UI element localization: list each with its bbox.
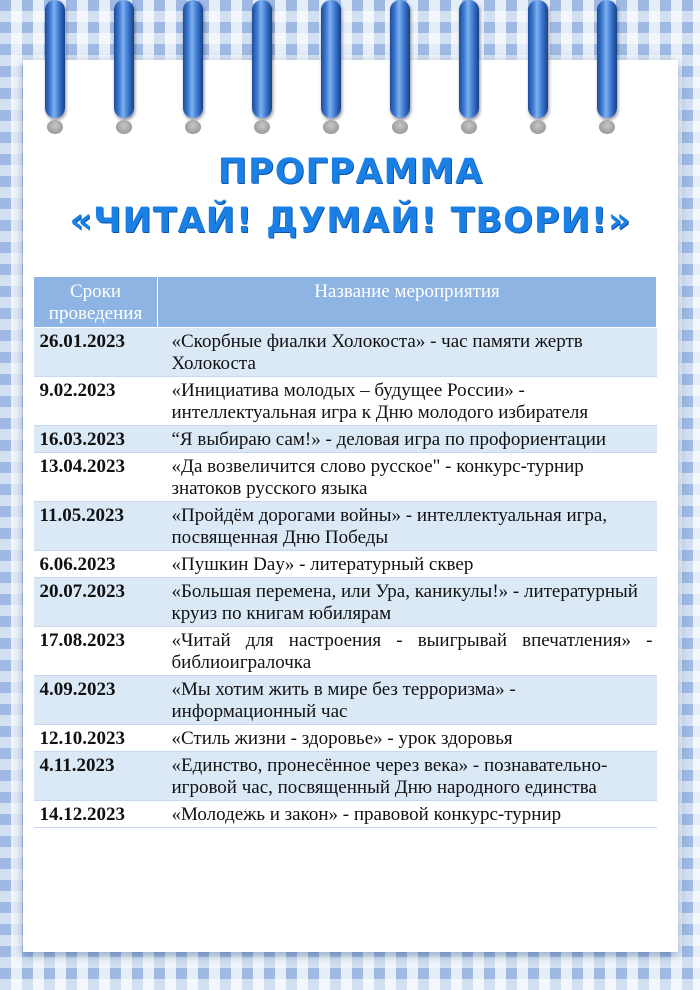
- event-date: 13.04.2023: [34, 453, 158, 502]
- event-date: 14.12.2023: [34, 801, 158, 828]
- event-date: 4.09.2023: [34, 676, 158, 725]
- event-date: 20.07.2023: [34, 578, 158, 627]
- event-title: «Скорбные фиалки Холокоста» - час памяти жертв Холокоста: [158, 328, 657, 377]
- spiral-ring: [45, 0, 65, 118]
- table-row: [34, 377, 657, 426]
- event-date: 9.02.2023: [34, 377, 158, 426]
- table-row: [34, 328, 657, 377]
- event-title: «Инициатива молодых – будущее России» - интеллектуальная игра к Дню молодого избирателя: [158, 377, 657, 426]
- event-date: 17.08.2023: [34, 627, 158, 676]
- table-row: [34, 551, 657, 578]
- spiral-ring: [321, 0, 341, 118]
- spiral-binding: [23, 0, 678, 135]
- event-date: 11.05.2023: [34, 502, 158, 551]
- spiral-ring: [183, 0, 203, 118]
- spiral-ring: [114, 0, 134, 118]
- spiral-ring: [390, 0, 410, 118]
- table-row: [34, 426, 657, 453]
- table-row: [34, 453, 657, 502]
- page-title: [23, 148, 678, 246]
- event-title: «Пройдём дорогами войны» - интеллектуальная игра, посвященная Дню Победы: [158, 502, 657, 551]
- event-date: 16.03.2023: [34, 426, 158, 453]
- spiral-ring: [459, 0, 479, 118]
- event-date: 12.10.2023: [34, 725, 158, 752]
- event-title: «Мы хотим жить в мире без терроризма» - информационный час: [158, 676, 657, 725]
- table-row: [34, 725, 657, 752]
- spiral-ring: [528, 0, 548, 118]
- header-event-name: Название мероприятия: [158, 277, 657, 328]
- table-row: [34, 627, 657, 676]
- title-line-1: ПРОГРАММА: [217, 152, 484, 192]
- event-date: 6.06.2023: [34, 551, 158, 578]
- event-title: «Молодежь и закон» - правовой конкурс-турнир: [158, 801, 657, 828]
- event-date: 4.11.2023: [34, 752, 158, 801]
- table-row: [34, 801, 657, 828]
- event-title: «Да возвеличится слово русское" - конкурс-турнир знатоков русского языка: [158, 453, 657, 502]
- table-row: [34, 502, 657, 551]
- event-title: «Стиль жизни - здоровье» - урок здоровья: [158, 725, 657, 752]
- header-dates: Сроки проведения: [34, 277, 158, 328]
- event-title: «Единство, пронесённое через века» - познавательно-игровой час, посвященный Дню народного единства: [158, 752, 657, 801]
- spiral-ring: [597, 0, 617, 118]
- table-row: [34, 676, 657, 725]
- table-row: [34, 752, 657, 801]
- event-date: 26.01.2023: [34, 328, 158, 377]
- table-row: [34, 578, 657, 627]
- table-header-row: [34, 277, 657, 328]
- title-line-2: «ЧИТАЙ! ДУМАЙ! ТВОРИ!»: [69, 201, 632, 241]
- program-table: [33, 276, 657, 828]
- event-title: “Я выбираю сам!» - деловая игра по профориентации: [158, 426, 657, 453]
- event-title: «Читай для настроения - выигрывай впечатления» - библиоигралочка: [158, 627, 657, 676]
- event-title: «Большая перемена, или Ура, каникулы!» - литературный круиз по книгам юбилярам: [158, 578, 657, 627]
- event-title: «Пушкин Day» - литературный сквер: [158, 551, 657, 578]
- spiral-ring: [252, 0, 272, 118]
